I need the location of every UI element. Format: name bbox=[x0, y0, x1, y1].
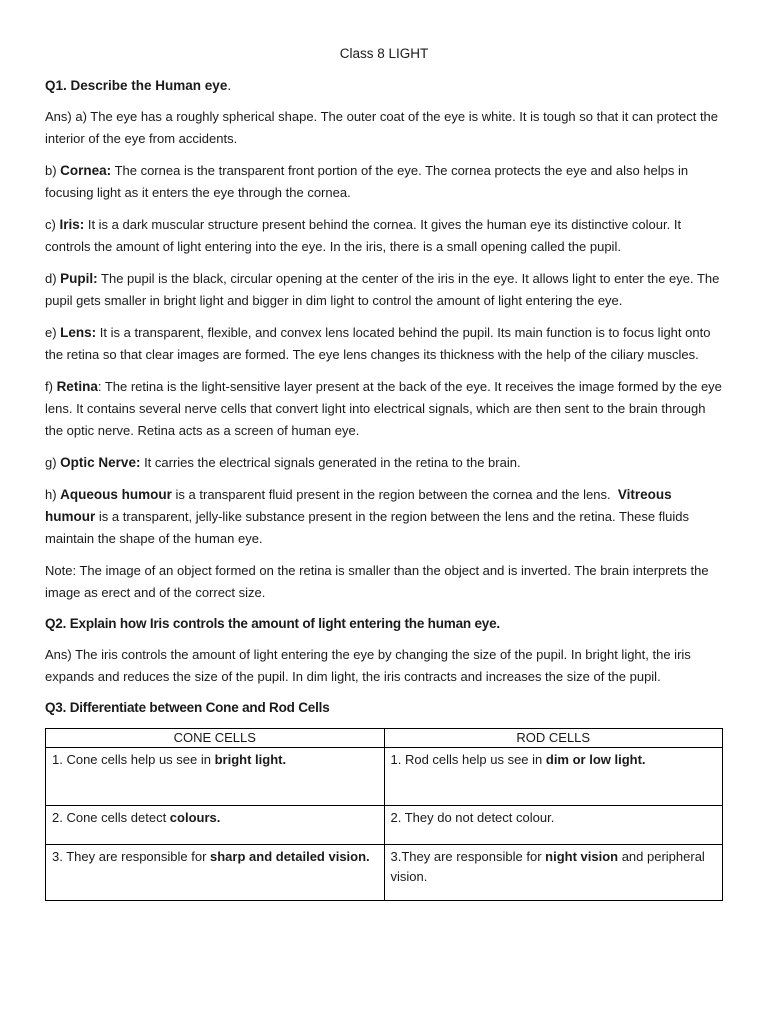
rod-cell-3-bold: night vision bbox=[545, 849, 619, 864]
question-1-heading-text: Q1. Describe the Human eye bbox=[45, 78, 228, 93]
answer-1h-prefix: h) bbox=[45, 487, 61, 502]
answer-1a-prefix: Ans) a) bbox=[45, 109, 91, 124]
question-2-heading: Q2. Explain how Iris controls the amount of light entering the human eye. bbox=[45, 616, 500, 631]
answer-1c-term: Iris: bbox=[59, 217, 85, 232]
answer-1d-prefix: d) bbox=[45, 271, 61, 286]
answer-1g-term: Optic Nerve: bbox=[60, 455, 141, 470]
question-1-heading-dot: . bbox=[227, 78, 232, 93]
table-header-row bbox=[46, 729, 723, 748]
answer-1c-prefix: c) bbox=[45, 217, 60, 232]
cone-cell-2 bbox=[46, 806, 385, 845]
answer-1e-text: It is a transparent, flexible, and convex lens located behind the pupil. Its main function is to focus light onto the retina so that clear images are formed. The eye lens changes its thickness with the help of the ciliary muscles. bbox=[45, 325, 711, 362]
cone-cell-2-text: 2. Cone cells detect bbox=[52, 810, 170, 825]
rod-cell-3 bbox=[384, 845, 723, 901]
cone-cell-3-text: 3. They are responsible for bbox=[52, 849, 211, 864]
answer-1a-text: The eye has a roughly spherical shape. The outer coat of the eye is white. It is tough so that it can protect the interior of the eye from accidents. bbox=[45, 109, 719, 146]
answer-1d-term: Pupil: bbox=[60, 271, 98, 286]
answer-1b bbox=[45, 160, 723, 204]
answer-1g bbox=[45, 452, 723, 474]
rod-cell-1 bbox=[384, 748, 723, 806]
answer-1h-text-vitreous: is a transparent, jelly-like substance present in the region between the lens and the retina. These fluids maintain the shape of the human eye. bbox=[45, 509, 690, 546]
answer-1f bbox=[45, 376, 723, 442]
answer-1d-text: The pupil is the black, circular opening at the center of the iris in the eye. It allows light to enter the eye. The pupil gets smaller in bright light and bigger in dim light to control the amount of light entering the eye. bbox=[45, 271, 720, 308]
rod-cell-3-post: and peripheral vision. bbox=[390, 849, 705, 884]
rod-cell-1-bold: dim or low light. bbox=[545, 752, 646, 767]
answer-1g-prefix: g) bbox=[45, 455, 61, 470]
answer-1h-term-aqueous: Aqueous humour bbox=[60, 487, 172, 502]
answer-1c-text: It is a dark muscular structure present behind the cornea. It gives the human eye its distinctive colour. It controls the amount of light entering into the eye. In the iris, there is a small opening called the pupil. bbox=[45, 217, 682, 254]
answer-1a bbox=[45, 106, 723, 150]
answer-1f-prefix: f) bbox=[45, 379, 57, 394]
note-paragraph: Note: The image of an object formed on the retina is smaller than the object and is inverted. The brain interprets the image as erect and of the correct size. bbox=[45, 563, 709, 600]
answer-1b-term: Cornea: bbox=[60, 163, 112, 178]
table-row bbox=[46, 748, 723, 806]
table-row bbox=[46, 845, 723, 901]
answer-1c bbox=[45, 214, 723, 258]
answer-1h bbox=[45, 484, 723, 550]
cone-cell-1 bbox=[46, 748, 385, 806]
answer-1e-term: Lens: bbox=[60, 325, 97, 340]
answer-1f-text: : The retina is the light-sensitive layer present at the back of the eye. It receives the image formed by the eye lens. It contains several nerve cells that convert light into electrical signals, which are then sent to the brain through the optic nerve. Retina acts as a screen of human eye. bbox=[45, 379, 722, 438]
answer-1h-text-aqueous: is a transparent fluid present in the region between the cornea and the lens. bbox=[171, 487, 618, 502]
answer-1b-prefix: b) bbox=[45, 163, 61, 178]
table-row bbox=[46, 806, 723, 845]
cone-cell-1-bold: bright light. bbox=[214, 752, 287, 767]
question-3-heading: Q3. Differentiate between Cone and Rod Cells bbox=[45, 700, 330, 715]
document-page bbox=[45, 44, 723, 901]
answer-1e-prefix: e) bbox=[45, 325, 61, 340]
column-header-cone-cells: CONE CELLS bbox=[46, 729, 385, 748]
column-header-rod-cells: ROD CELLS bbox=[384, 729, 723, 748]
answer-1g-text: It carries the electrical signals generated in the retina to the brain. bbox=[140, 455, 521, 470]
rod-cell-2 bbox=[384, 806, 723, 845]
rod-cell-1-text: 1. Rod cells help us see in bbox=[390, 752, 546, 767]
answer-1d bbox=[45, 268, 723, 312]
cone-cell-3-bold: sharp and detailed vision. bbox=[210, 849, 370, 864]
cone-cell-2-bold: colours. bbox=[169, 810, 221, 825]
answer-1b-text: The cornea is the transparent front portion of the eye. The cornea protects the eye and also helps in focusing light as it enters the eye through the cornea. bbox=[45, 163, 689, 200]
document-title: Class 8 LIGHT bbox=[339, 46, 429, 61]
answer-2: Ans) The iris controls the amount of light entering the eye by changing the size of the pupil. In bright light, the iris expands and reduces the size of the pupil. In dim light, the iris contracts and increases the size of the pupil. bbox=[45, 647, 691, 684]
answer-1e bbox=[45, 322, 723, 366]
answer-1f-term: Retina bbox=[56, 379, 98, 394]
rod-cell-3-text: 3.They are responsible for bbox=[390, 849, 546, 864]
comparison-table bbox=[45, 728, 723, 901]
question-1-heading bbox=[45, 76, 723, 96]
answer-1h-term-vitreous: Vitreous humour bbox=[45, 487, 672, 524]
cone-cell-1-text: 1. Cone cells help us see in bbox=[52, 752, 215, 767]
rod-cell-2-text: 2. They do not detect colour. bbox=[390, 810, 555, 825]
cone-cell-3 bbox=[46, 845, 385, 901]
